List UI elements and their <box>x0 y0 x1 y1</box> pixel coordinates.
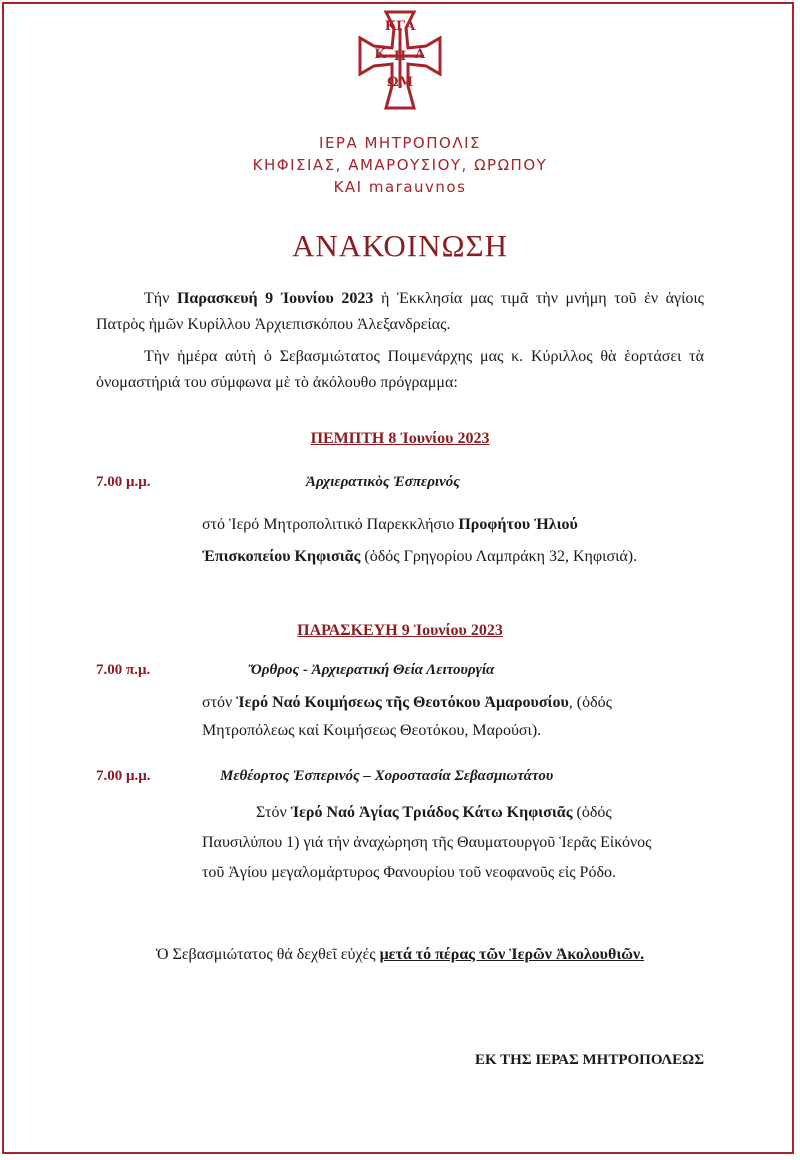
event-title: Ὄρθρος - Ἀρχιερατική Θεία Λειτουργία <box>248 662 495 678</box>
svg-text:Η: Η <box>393 49 407 64</box>
svg-text:ΚΓΑ: ΚΓΑ <box>384 19 416 34</box>
event-time: 7.00 μ.μ. <box>96 768 151 784</box>
section-heading-friday: ΠΑΡΑΣΚΕΥΗ 9 Ἰουνίου 2023 <box>297 622 503 639</box>
svg-text:ΩΜ: ΩΜ <box>387 75 413 90</box>
svg-text:Κ: Κ <box>374 47 386 62</box>
cross-emblem-icon <box>356 8 444 114</box>
intro-paragraph-1: Τήν Παρασκευή 9 Ἰουνίου 2023 ἡ Ἐκκλησία μας τιμᾶ τὴν μνήμη τοῦ ἐν ἁγίοις Πατρὸς ἡμῶν Κυρίλλου Ἀρχιεπισκόπου Ἀλεξανδρείας. <box>96 290 705 333</box>
event-location-line-2: Ἐπισκοπείου Κηφισιᾶς (ὁδός Γρηγορίου Λαμπράκη 32, Κηφισιά). <box>202 548 638 565</box>
event-time: 7.00 π.μ. <box>96 662 151 678</box>
event-location-line-1: Στόν Ἱερό Ναό Ἁγίας Τριάδος Κάτω Κηφισιᾶς (ὁδός <box>256 804 612 821</box>
section-heading-thursday: ΠΕΜΠΤΗ 8 Ἰουνίου 2023 <box>310 430 490 447</box>
page-border <box>2 2 794 1154</box>
page-title: ΑΝΑΚΟΙΝΩΣΗ <box>292 228 508 263</box>
intro-paragraph-2: Τὴν ἡμέρα αὐτὴ ὁ Σεβασμιώτατος Ποιμενάρχης μας κ. Κύριλλος θὰ ἑορτάσει τὰ ὀνομαστήριά του σύμφωνα μὲ τὸ ἀκόλουθο πρόγραμμα: <box>96 348 704 391</box>
header-line-3: ΚΑΙ marauvnos <box>333 178 467 196</box>
event-location-line-2: Μητροπόλεως καί Κοιμήσεως Θεοτόκου, Μαρούσι). <box>202 722 542 739</box>
closing-note: Ὁ Σεβασμιώτατος θά δεχθεῖ εὐχές μετά τό πέρας τῶν Ἱερῶν Ἀκολουθιῶν. <box>155 946 645 963</box>
event-location-line-3: τοῦ Ἁγίου μεγαλομάρτυρος Φανουρίου τοῦ νεοφανοῦς εἰς Ρόδο. <box>202 864 616 881</box>
event-location-line-2: Παυσιλύπου 1) γιά τήν ἀναχώρηση τῆς Θαυματουργοῦ Ἱερᾶς Εἰκόνος <box>202 834 652 851</box>
header-line-1: ΙΕΡΑ ΜΗΤΡΟΠΟΛΙΣ <box>319 134 481 152</box>
event-title: Ἀρχιερατικὸς Ἑσπερινός <box>306 474 460 490</box>
signoff: ΕΚ ΤΗΣ ΙΕΡΑΣ ΜΗΤΡΟΠΟΛΕΩΣ <box>474 1052 704 1068</box>
header-line-2: ΚΗΦΙΣΙΑΣ, ΑΜΑΡΟΥΣΙΟΥ, ΩΡΩΠΟΥ <box>252 156 548 174</box>
event-time: 7.00 μ.μ. <box>96 474 151 490</box>
event-location-line-1: στόν Ἱερό Ναό Κοιμήσεως τῆς Θεοτόκου Ἀμαρουσίου, (ὁδός <box>202 694 612 711</box>
event-title: Μεθέορτος Ἑσπερινός – Χοροστασία Σεβασμιωτάτου <box>220 768 554 784</box>
svg-text:Α: Α <box>414 47 426 62</box>
event-location-line-1: στό Ἱερό Μητροπολιτικό Παρεκκλήσιο Προφήτου Ἠλιού <box>202 516 578 533</box>
